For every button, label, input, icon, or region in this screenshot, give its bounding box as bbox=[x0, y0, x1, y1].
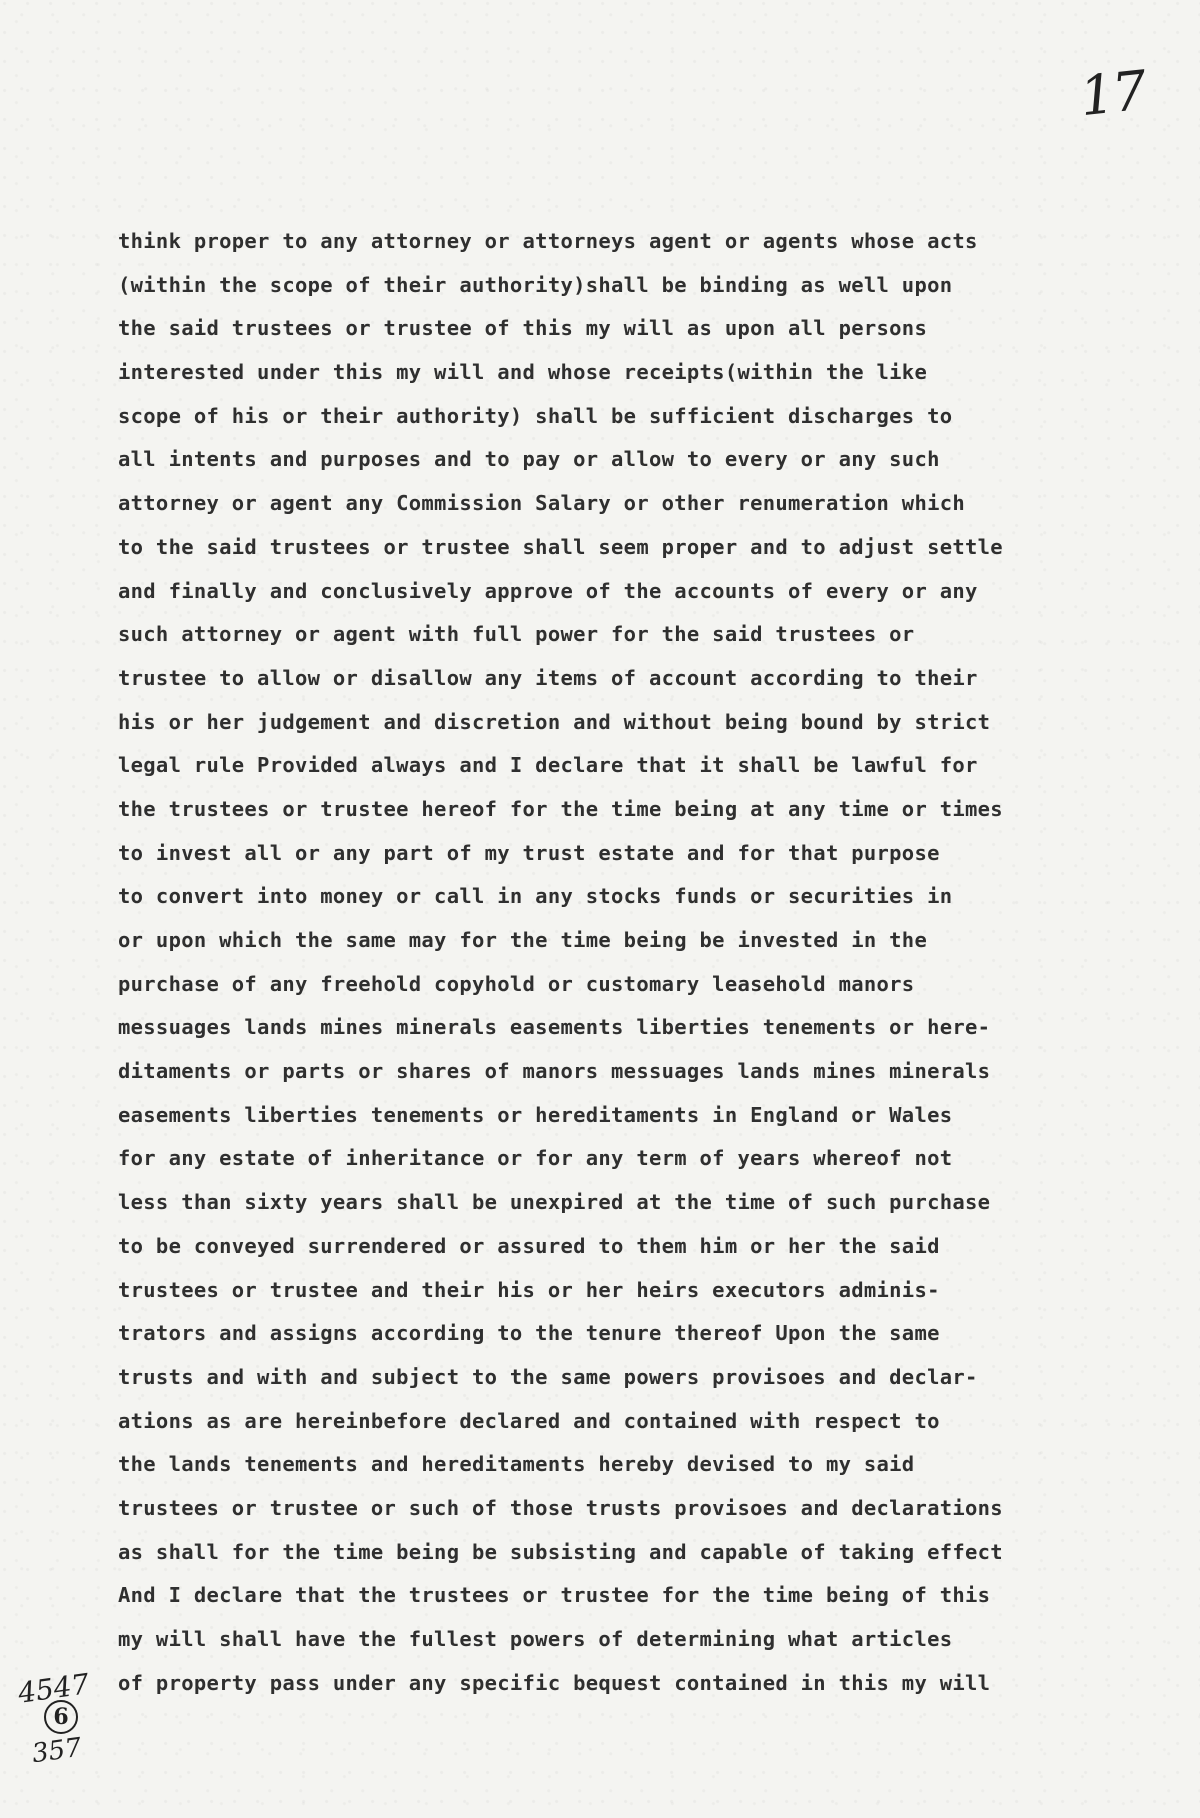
text-line: trators and assigns according to the tenure thereof Upon the same bbox=[118, 1321, 940, 1346]
text-line: or upon which the same may for the time being be invested in the bbox=[118, 928, 928, 952]
text-line: messuages lands mines minerals easements liberties tenements or here- bbox=[118, 1015, 991, 1040]
text-line: easements liberties tenements or hereditaments in England or Wales bbox=[118, 1102, 953, 1127]
text-line: scope of his or their authority) shall be sufficient discharges to bbox=[118, 403, 953, 428]
text-line: trustee to allow or disallow any items of account according to their bbox=[118, 665, 978, 690]
text-line: my will shall have the fullest powers of determining what articles bbox=[118, 1627, 953, 1651]
text-line: purchase of any freehold copyhold or customary leasehold manors bbox=[118, 971, 915, 996]
margin-note-reference: 4547 bbox=[16, 1667, 92, 1710]
text-line: as shall for the time being be subsisting and capable of taking effect bbox=[118, 1539, 1003, 1564]
text-line: to the said trustees or trustee shall seem proper and to adjust settle bbox=[118, 534, 1003, 559]
text-line: trustees or trustee or such of those trusts provisoes and declarations bbox=[118, 1495, 1003, 1520]
text-line: all intents and purposes and to pay or allow to every or any such bbox=[118, 447, 940, 472]
text-line: his or her judgement and discretion and without being bound by strict bbox=[118, 709, 991, 734]
margin-annotations bbox=[16, 1667, 118, 1792]
page-number: 17 bbox=[1076, 58, 1148, 129]
text-line: to be conveyed surrendered or assured to them him or her the said bbox=[118, 1233, 940, 1258]
text-line: legal rule Provided always and I declare that it shall be lawful for bbox=[118, 753, 978, 778]
text-line: trustees or trustee and their his or her heirs executors adminis- bbox=[118, 1277, 940, 1302]
text-line: trusts and with and subject to the same powers provisoes and declar- bbox=[118, 1364, 978, 1389]
text-line: ditaments or parts or shares of manors messuages lands mines minerals bbox=[118, 1059, 991, 1084]
margin-note-circled-number: 6 bbox=[44, 1700, 78, 1734]
text-line: And I declare that the trustees or trustee for the time being of this bbox=[118, 1583, 991, 1608]
margin-note-folio: 357 bbox=[30, 1732, 84, 1770]
text-line: the said trustees or trustee of this my will as upon all persons bbox=[118, 316, 928, 341]
text-line: the trustees or trustee hereof for the time being at any time or times bbox=[118, 796, 1003, 821]
text-line: such attorney or agent with full power for the said trustees or bbox=[118, 622, 915, 647]
text-line: to invest all or any part of my trust estate and for that purpose bbox=[118, 840, 940, 865]
text-line: (within the scope of their authority)shall be binding as well upon bbox=[118, 272, 953, 297]
text-line: the lands tenements and hereditaments hereby devised to my said bbox=[118, 1452, 915, 1477]
text-line: less than sixty years shall be unexpired at the time of such purchase bbox=[118, 1190, 991, 1215]
text-line: interested under this my will and whose receipts(within the like bbox=[118, 360, 928, 385]
text-line: attorney or agent any Commission Salary or other renumeration which bbox=[118, 491, 966, 516]
text-line: ations as are hereinbefore declared and contained with respect to bbox=[118, 1408, 940, 1433]
text-line: for any estate of inheritance or for any term of years whereof not bbox=[118, 1146, 953, 1171]
text-line: think proper to any attorney or attorneys agent or agents whose acts bbox=[118, 229, 978, 253]
text-line: and finally and conclusively approve of the accounts of every or any bbox=[118, 578, 978, 603]
text-line: to convert into money or call in any stocks funds or securities in bbox=[118, 884, 953, 909]
text-line: of property pass under any specific bequest contained in this my will bbox=[118, 1670, 991, 1695]
typed-body-text bbox=[118, 220, 1158, 1705]
